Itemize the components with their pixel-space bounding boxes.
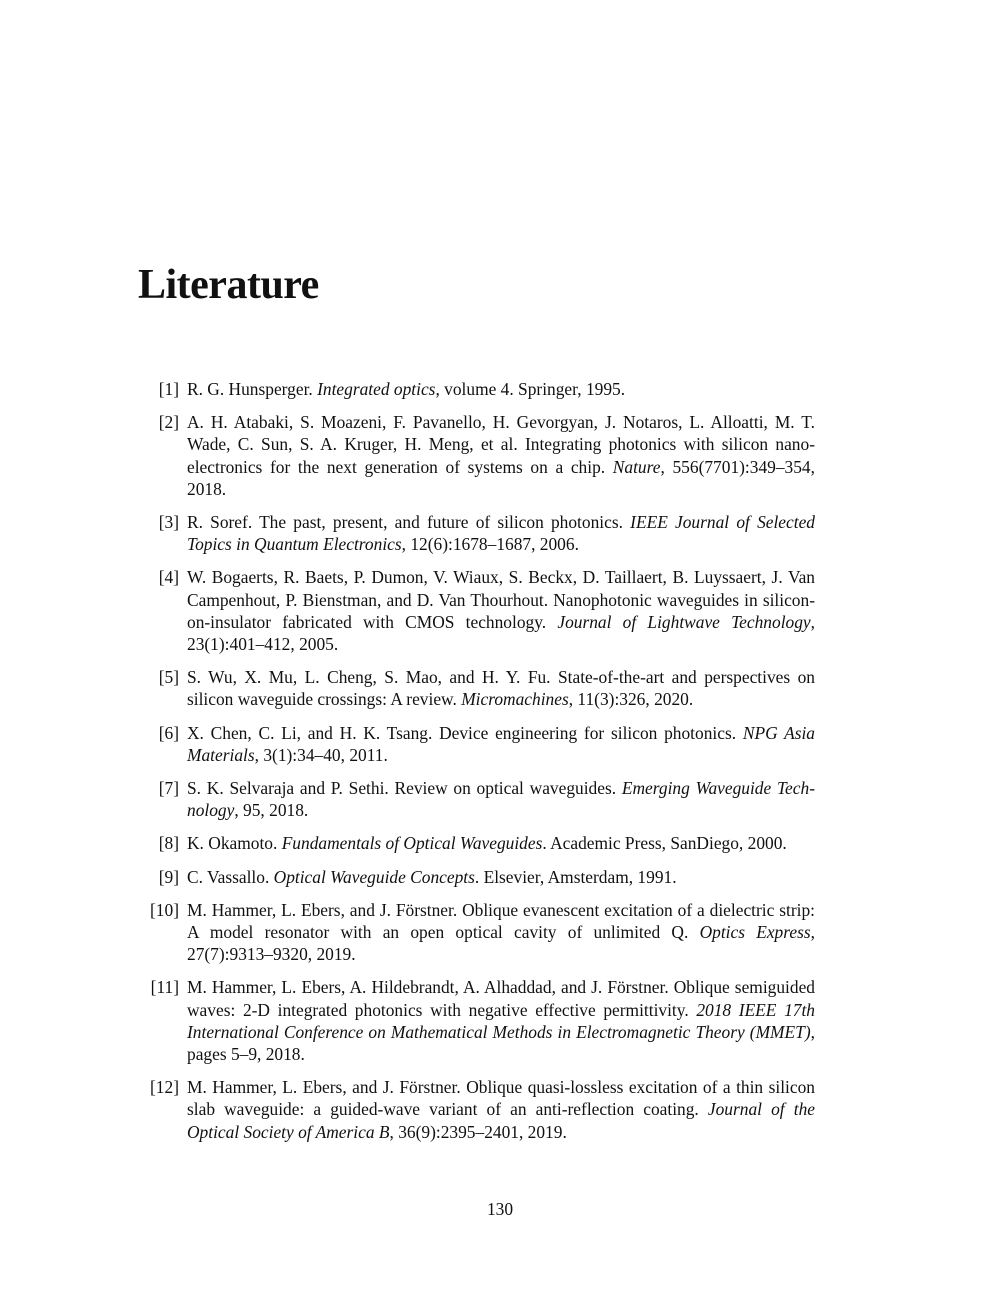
reference-number: [7] <box>158 778 179 799</box>
reference-number: [10] <box>150 899 179 920</box>
reference-number: [5] <box>158 667 179 688</box>
reference-text <box>187 777 815 821</box>
reference-text-segment: M. Hammer, L. Ebers, and J. Förstner. Oblique evanescent excitation of a dielectric strip: A model resonator with an open optical cavity of unlimited Q. <box>187 899 815 943</box>
reference-number: [9] <box>158 866 179 887</box>
reference-text-segment: A. H. Atabaki, S. Moazeni, F. Pavanello, H. Gevorgyan, J. Notaros, L. Alloatti, M. T. Wade, C. Sun, S. A. Kruger, H. Meng, et al. Integrating photonics with silicon nanoelectronics for the next generation of systems on a chip. <box>187 412 815 477</box>
reference-text-segment: . Academic Press, SanDiego, 2000. <box>542 833 787 854</box>
reference-source-title: Optical Waveguide Concepts <box>273 866 475 887</box>
reference-entry <box>0 666 1000 710</box>
reference-text-segment: , 36(9):2395–2401, 2019. <box>389 1121 567 1142</box>
page-title: Literature <box>138 262 319 308</box>
reference-source-title: Integrated optics <box>317 379 436 399</box>
reference-text-segment: , 556(7701):349–354, 2018. <box>187 456 815 499</box>
reference-entry <box>0 777 1000 821</box>
reference-text <box>187 411 815 500</box>
reference-text-segment: . Elsevier, Amsterdam, 1991. <box>474 866 677 887</box>
reference-text-segment: , 12(6):1678–1687, 2006. <box>401 534 579 555</box>
reference-source-title: Micromachines <box>461 689 569 710</box>
reference-text <box>187 866 815 888</box>
reference-source-title: Journal of Lightwave Technology <box>557 611 811 632</box>
reference-entry <box>0 899 1000 966</box>
reference-entry <box>0 566 1000 655</box>
reference-entry <box>0 511 1000 555</box>
reference-text-segment: , 95, 2018. <box>234 800 309 821</box>
reference-number: [8] <box>158 833 179 854</box>
reference-text-segment: S. K. Selvaraja and P. Sethi. Review on optical waveguides. <box>187 778 622 799</box>
reference-text-segment: , 3(1):34–40, 2011. <box>254 744 388 765</box>
reference-source-title: 2018 IEEE 17th International Conference on Mathematical Methods in Electromagnetic Theory (MMET) <box>187 999 815 1042</box>
reference-entry <box>0 411 1000 500</box>
reference-number: [1] <box>158 379 179 399</box>
reference-source-title: Fundamentals of Optical Waveguides <box>281 833 543 854</box>
reference-source-title: IEEE Journal of Selected Topics in Quantum Electronics <box>187 512 815 555</box>
reference-text <box>187 976 815 1065</box>
reference-text <box>187 666 815 710</box>
reference-text <box>187 832 815 854</box>
reference-text-segment: R. G. Hunsperger. <box>187 379 318 399</box>
reference-text-segment: , 11(3):326, 2020. <box>568 689 694 710</box>
reference-text-segment: W. Bogaerts, R. Baets, P. Dumon, V. Wiaux, S. Beckx, D. Taillaert, B. Luyssaert, J. Van Campenhout, P. Bienstman, and D. Van Thourhout. Nanophotonic waveguides in silicon-on-insulator fabricated with CMOS technology. <box>187 567 815 632</box>
reference-text <box>187 1076 815 1143</box>
reference-text-segment: R. Soref. The past, present, and future of silicon photonics. <box>187 512 631 533</box>
reference-text-segment: , volume 4. Springer, 1995. <box>435 379 626 399</box>
reference-entry <box>0 722 1000 766</box>
reference-number: [11] <box>150 977 179 998</box>
reference-text-segment: M. Hammer, L. Ebers, and J. Förstner. Oblique quasi-lossless excitation of a thin silicon slab waveguide: a guided-wave variant of an anti-reflection coating. <box>187 1077 815 1120</box>
reference-number: [6] <box>158 722 179 743</box>
reference-text-segment: M. Hammer, L. Ebers, A. Hildebrandt, A. Alhaddad, and J. Förstner. Oblique semiguided waves: 2-D integrated photonics with negative effective permittivity. <box>187 977 815 1020</box>
reference-text-segment: C. Vassallo. <box>187 866 274 887</box>
reference-number: [12] <box>150 1077 179 1098</box>
reference-text <box>187 566 815 655</box>
reference-entry <box>0 866 1000 888</box>
reference-source-title: Optics Express <box>699 922 811 943</box>
reference-entry <box>0 832 1000 854</box>
reference-source-title: Emerging Waveguide Technology <box>187 778 815 821</box>
reference-text-segment: , 23(1):401–412, 2005. <box>187 611 815 655</box>
page-number: 130 <box>486 1199 514 1219</box>
reference-text <box>187 722 815 766</box>
reference-number: [2] <box>158 412 179 433</box>
reference-list <box>0 378 1000 1154</box>
reference-text <box>187 378 815 400</box>
reference-source-title: Journal of the Optical Society of America B <box>187 1099 815 1142</box>
reference-entry <box>0 378 1000 400</box>
reference-text-segment: , pages 5–9, 2018. <box>187 1021 815 1065</box>
reference-text-segment: K. Okamoto. <box>187 833 282 854</box>
reference-number: [3] <box>158 512 179 533</box>
reference-text <box>187 511 815 555</box>
reference-entry <box>0 1076 1000 1143</box>
reference-source-title: NPG Asia Materials <box>187 722 815 765</box>
reference-text-segment: , 27(7):9313–9320, 2019. <box>187 922 815 965</box>
reference-number: [4] <box>158 567 179 588</box>
reference-text <box>187 899 815 966</box>
reference-source-title: Nature <box>612 456 661 477</box>
reference-text-segment: S. Wu, X. Mu, L. Cheng, S. Mao, and H. Y. Fu. State-of-the-art and perspectives on silicon waveguide crossings: A review. <box>187 667 815 710</box>
reference-entry <box>0 976 1000 1065</box>
reference-text-segment: X. Chen, C. Li, and H. K. Tsang. Device engineering for silicon photonics. <box>187 722 743 743</box>
